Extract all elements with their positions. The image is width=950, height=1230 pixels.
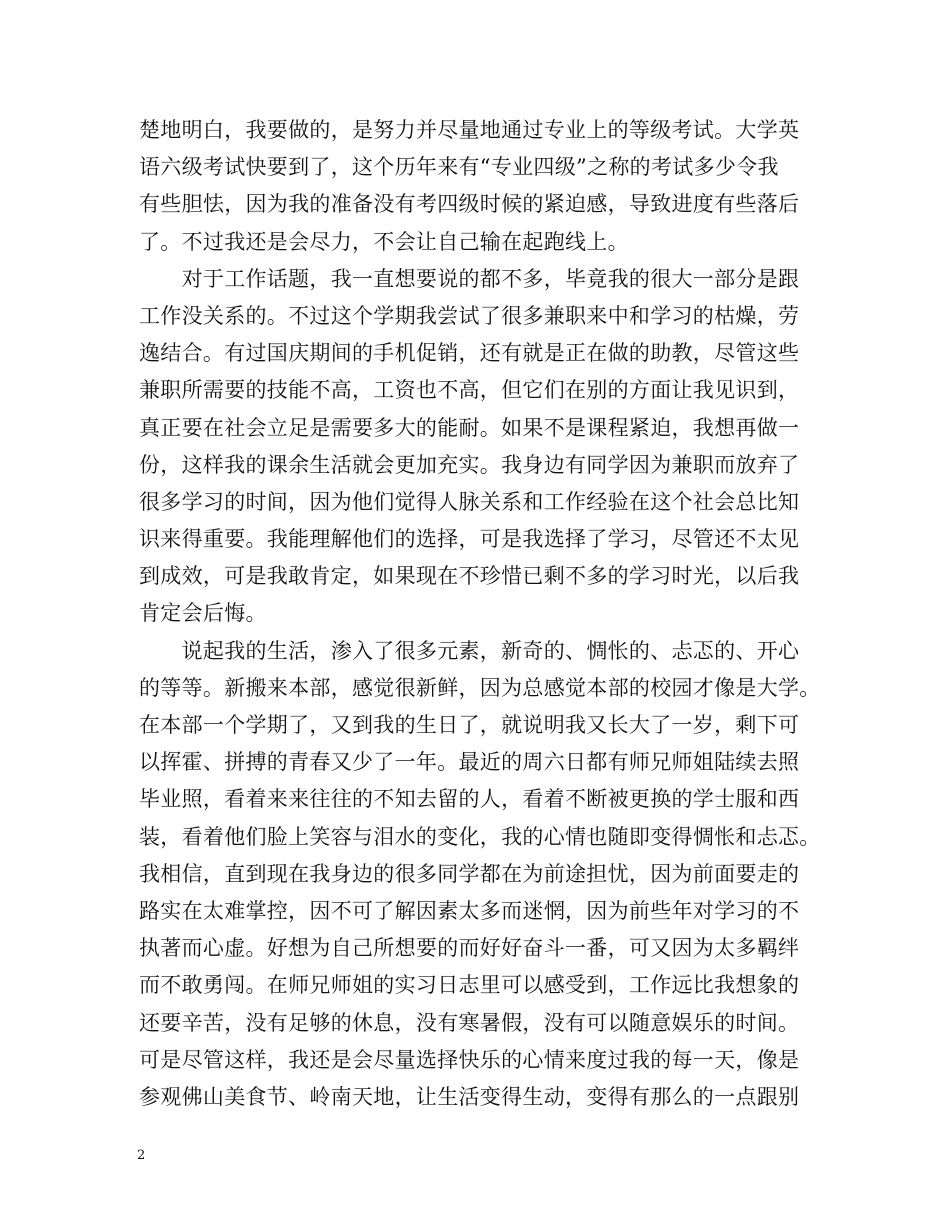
body-text — [139, 114, 839, 1118]
text-line: 的等等。新搬来本部，感觉很新鲜，因为总感觉本部的校园才像是大学。 — [139, 675, 821, 700]
text-line: 肯定会后悔。 — [139, 601, 267, 626]
text-line: 工作没关系的。不过这个学期我尝试了很多兼职来中和学习的枯燥，劳 — [139, 303, 800, 328]
text-line: 毕业照，看着来来往往的不知去留的人，看着不断被更换的学士服和西 — [139, 787, 800, 812]
text-line: 了。不过我还是会尽力，不会让自己输在起跑线上。 — [139, 229, 629, 254]
text-line: 识来得重要。我能理解他们的选择，可是我选择了学习，尽管还不太见 — [139, 527, 800, 552]
text-line: 还要辛苦，没有足够的休息，没有寒暑假，没有可以随意娱乐的时间。 — [139, 1010, 800, 1035]
text-line: 真正要在社会立足是需要多大的能耐。如果不是课程紧迫，我想再做一 — [139, 415, 800, 440]
text-line: 兼职所需要的技能不高，工资也不高，但它们在别的方面让我见识到， — [139, 378, 800, 403]
text-line: 执著而心虚。好想为自己所想要的而好好奋斗一番，可又因为太多羁绊 — [139, 936, 800, 961]
text-line: 对于工作话题，我一直想要说的都不多，毕竟我的很大一部分是跟 — [139, 266, 800, 291]
text-line: 到成效，可是我敢肯定，如果现在不珍惜已剩不多的学习时光，以后我 — [139, 564, 800, 589]
text-line: 路实在太难掌控，因不可了解因素太多而迷惘，因为前些年对学习的不 — [139, 898, 800, 923]
text-line: 很多学习的时间，因为他们觉得人脉关系和工作经验在这个社会总比知 — [139, 489, 800, 514]
text-line: 可是尽管这样，我还是会尽量选择快乐的心情来度过我的每一天，像是 — [139, 1047, 800, 1072]
text-line: 以挥霍、拼搏的青春又少了一年。最近的周六日都有师兄师姐陆续去照 — [139, 750, 800, 775]
page-number: 2 — [137, 1148, 146, 1163]
text-line: 份，这样我的课余生活就会更加充实。我身边有同学因为兼职而放弃了 — [139, 452, 800, 477]
text-line: 语六级考试快要到了，这个历年来有“专业四级”之称的考试多少令我 — [139, 155, 779, 180]
text-line: 逸结合。有过国庆期间的手机促销，还有就是正在做的助教，尽管这些 — [139, 341, 800, 366]
text-line: 楚地明白，我要做的，是努力并尽量地通过专业上的等级考试。大学英 — [139, 118, 800, 142]
text-line: 说起我的生活，渗入了很多元素，新奇的、惆怅的、忐忑的、开心 — [139, 638, 800, 663]
text-line: 装，看着他们脸上笑容与泪水的变化，我的心情也随即变得惆怅和忐忑。 — [139, 824, 821, 849]
text-line: 有些胆怯，因为我的准备没有考四级时候的紧迫感，导致进度有些落后 — [139, 192, 800, 217]
text-line: 而不敢勇闯。在师兄师姐的实习日志里可以感受到，工作远比我想象的 — [139, 973, 800, 998]
text-line: 我相信，直到现在我身边的很多同学都在为前途担忧，因为前面要走的 — [139, 861, 800, 886]
text-line: 参观佛山美食节、岭南天地，让生活变得生动，变得有那么的一点跟别 — [139, 1084, 800, 1109]
text-line: 在本部一个学期了，又到我的生日了，就说明我又长大了一岁，剩下可 — [139, 713, 800, 737]
